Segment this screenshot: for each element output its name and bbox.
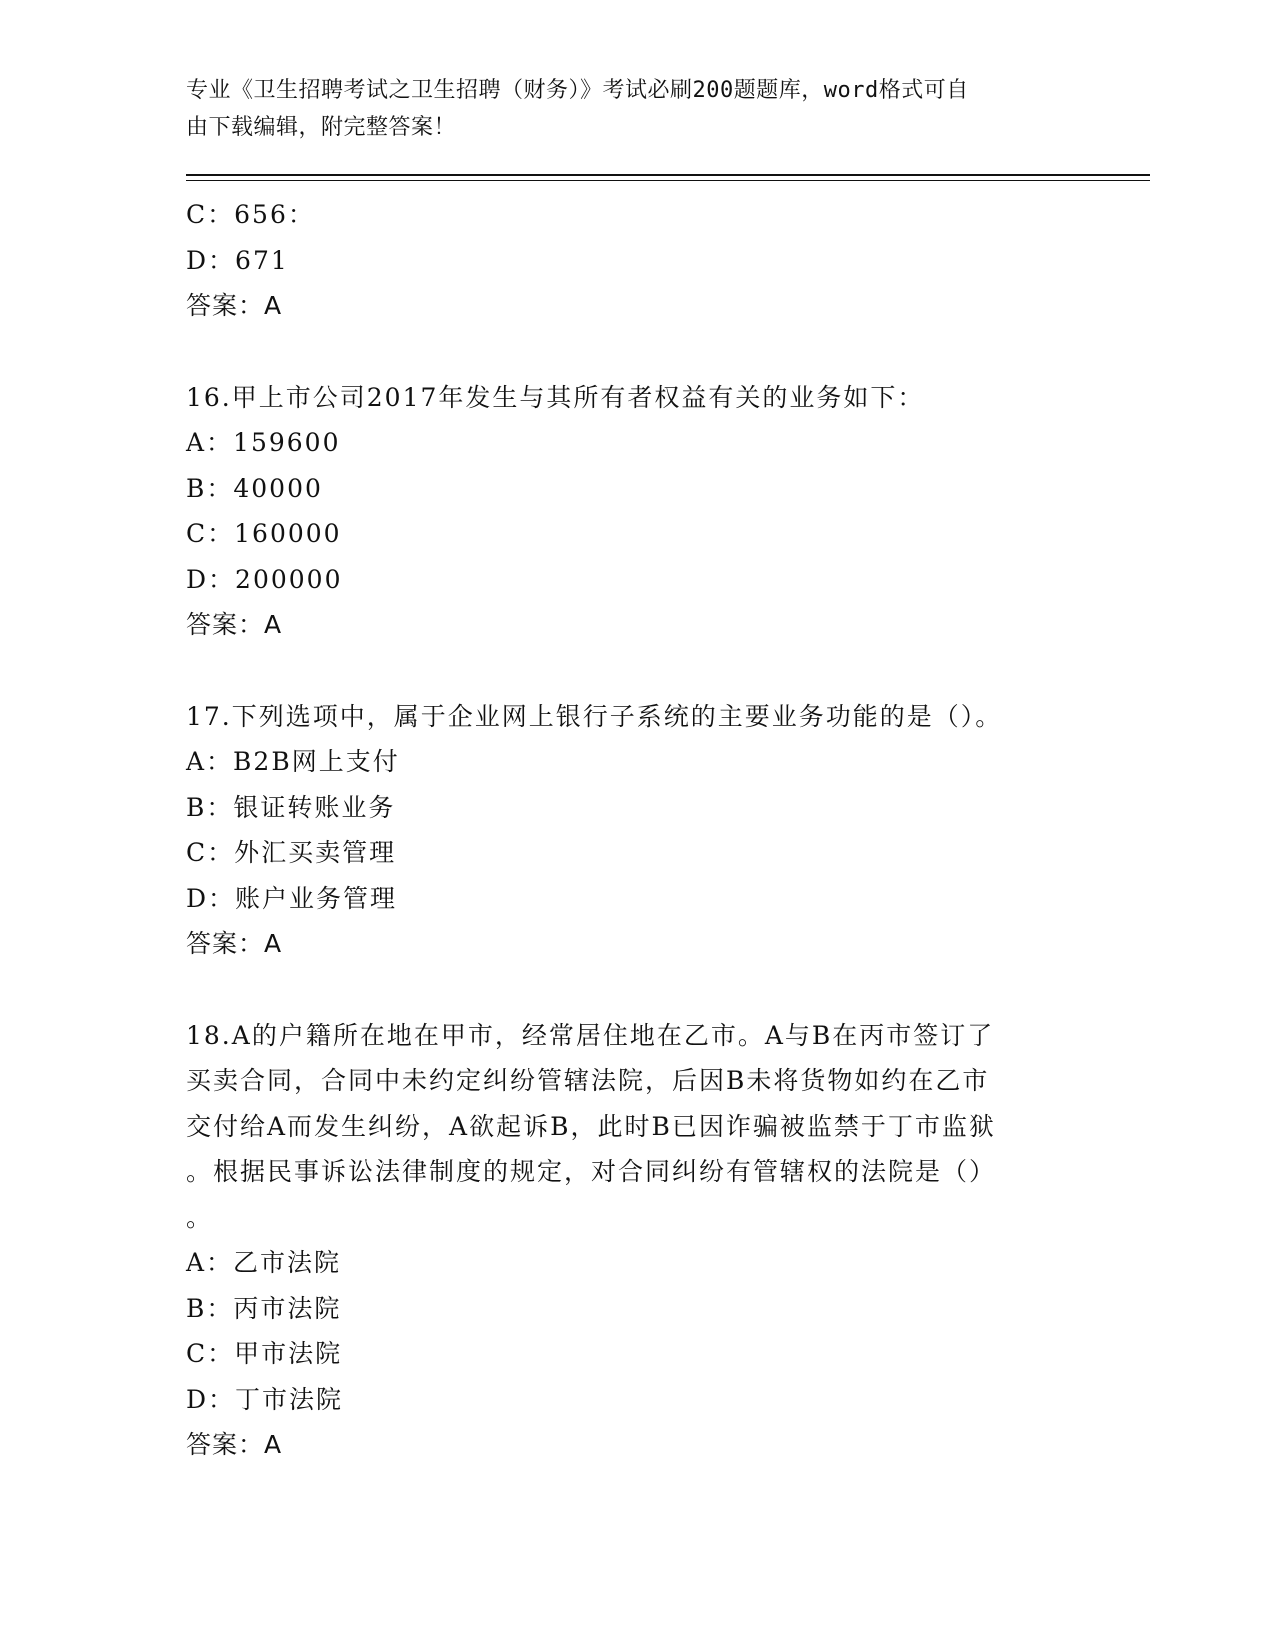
question-text-line-3: 交付给A而发生纠纷，A欲起诉B，此时B已因诈骗被监禁于丁市监狱 [186, 1111, 996, 1141]
spacer [186, 967, 1086, 1013]
header-line-1: 专业《卫生招聘考试之卫生招聘（财务）》考试必刷200题题库，word格式可自 [186, 78, 969, 103]
option-c: C：160000 [186, 519, 342, 548]
option-a: A：159600 [186, 428, 341, 457]
header-line-2: 由下载编辑，附完整答案！ [186, 115, 457, 140]
question-18 [186, 1013, 1086, 1468]
question-text-line-1: 18.A的户籍所在地在甲市，经常居住地在乙市。A与B在丙市签订了 [186, 1020, 995, 1050]
document-header [186, 72, 1066, 146]
option-c: C：外汇买卖管理 [186, 838, 397, 867]
header-rule-thick [186, 174, 1150, 176]
option-b: B：银证转账业务 [186, 792, 396, 822]
option-a: A：B2B网上支付 [186, 747, 400, 776]
option-a: A：乙市法院 [186, 1248, 342, 1277]
option-b: B：40000 [186, 473, 323, 503]
question-17 [186, 694, 1086, 967]
answer: 答案：A [186, 1430, 283, 1459]
option-d: D：200000 [186, 564, 343, 594]
header-rule-thin [186, 180, 1150, 181]
option-d: D：账户业务管理 [186, 883, 398, 913]
question-text-line-5: 。 [186, 1202, 214, 1232]
spacer [186, 648, 1086, 694]
answer: 答案：A [186, 610, 283, 639]
question-text: 16.甲上市公司2017年发生与其所有者权益有关的业务如下： [186, 382, 925, 412]
answer: 答案：A [186, 929, 283, 958]
previous-question-tail [186, 192, 1086, 329]
option-d: D：671 [186, 245, 289, 275]
document-body [186, 192, 1086, 1468]
question-text-line-2: 买卖合同，合同中未约定纠纷管辖法院，后因B未将货物如约在乙市 [186, 1066, 990, 1095]
question-text: 17.下列选项中，属于企业网上银行子系统的主要业务功能的是（）。 [186, 701, 1003, 731]
question-text-line-4: 。根据民事诉讼法律制度的规定，对合同纠纷有管辖权的法院是（） [186, 1157, 997, 1186]
option-c: C：甲市法院 [186, 1339, 343, 1368]
option-d: D：丁市法院 [186, 1384, 344, 1414]
question-16 [186, 375, 1086, 648]
option-c: C：656： [186, 200, 315, 229]
spacer [186, 329, 1086, 375]
answer: 答案：A [186, 291, 283, 320]
option-b: B：丙市法院 [186, 1293, 342, 1323]
